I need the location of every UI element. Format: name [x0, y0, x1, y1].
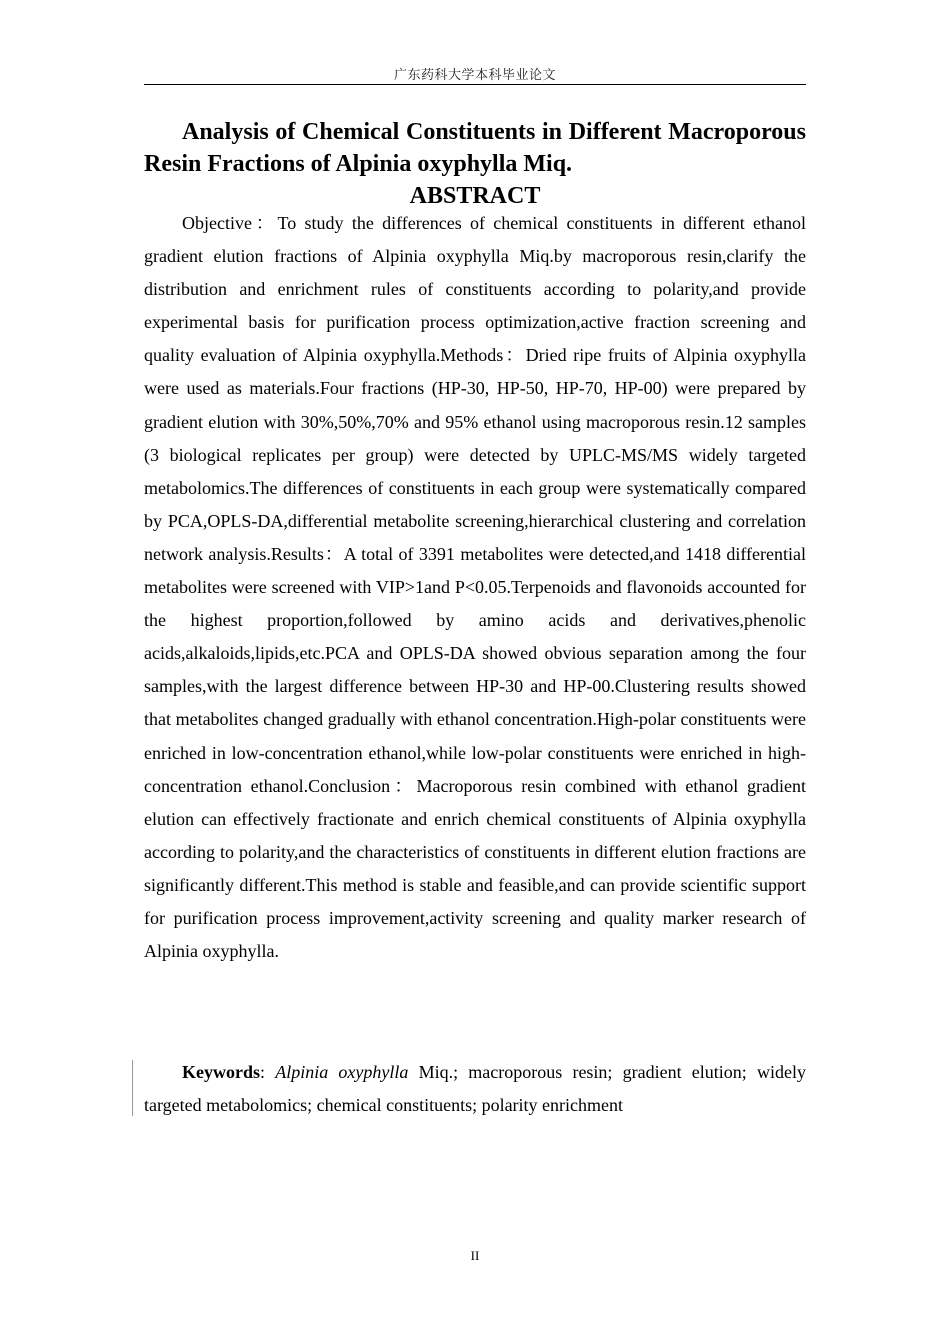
- paper-title: Analysis of Chemical Constituents in Different Macroporous Resin Fractions of Alpinia oxyphylla Miq.: [144, 119, 806, 177]
- abstract-body: Objective：To study the differences of chemical constituents in different ethanol gradient elution fractions of Alpinia oxyphylla Miq.by macroporous resin,clarify the distribution and enrichment rules of constituents according to polarity,and provide experimental basis for purification process optimization,active fraction screening and quality evaluation of Alpinia oxyphylla.Methods：Dried ripe fruits of Alpinia oxyphylla were used as materials.Four fractions (HP-30, HP-50, HP-70, HP-00) were prepared by gradient elution with 30%,50%,70% and 95% ethanol using macroporous resin.12 samples (3 biological replicates per group) were detected by UPLC-MS/MS widely targeted metabolomics.The differences of constituents in each group were systematically compared by PCA,OPLS-DA,differential metabolite screening,hierarchical clustering and correlation network analysis.Results：A total of 3391 metabolites were detected,and 1418 differential metabolites were screened with VIP>1and P<0.05.Terpenoids and flavonoids accounted for the highest proportion,followed by amino acids and derivatives,phenolic acids,alkaloids,lipids,etc.PCA and OPLS-DA showed obvious separation among the four samples,with the largest difference between HP-30 and HP-00.Clustering results showed that metabolites changed gradually with ethanol concentration.High-polar constituents were enriched in low-concentration ethanol,while low-polar constituents were enriched in high-concentration ethanol.Conclusion：Macroporous resin combined with ethanol gradient elution can effectively fractionate and enrich chemical constituents of Alpinia oxyphylla according to polarity,and the characteristics of constituents in different elution fractions are significantly different.This method is stable and feasible,and can provide scientific support for purification process improvement,activity screening and quality marker research of Alpinia oxyphylla.: [144, 213, 806, 962]
- keywords-list: Miq.; macroporous resin; gradient elution; widely targeted metabolomics; chemical constituents; polarity enrichment: [144, 1062, 806, 1115]
- abstract-heading: ABSTRACT: [409, 183, 541, 209]
- keywords-label: Keywords: [182, 1062, 260, 1082]
- keywords-separator: :: [260, 1062, 276, 1082]
- page-number: II: [470, 1248, 480, 1263]
- keywords-species: Alpinia oxyphylla: [275, 1062, 409, 1082]
- header-rule: [144, 84, 806, 85]
- keywords-paragraph: [144, 1056, 806, 1122]
- running-header-text: 广东药科大学本科毕业论文: [393, 67, 556, 82]
- revision-change-bar: [132, 1060, 133, 1116]
